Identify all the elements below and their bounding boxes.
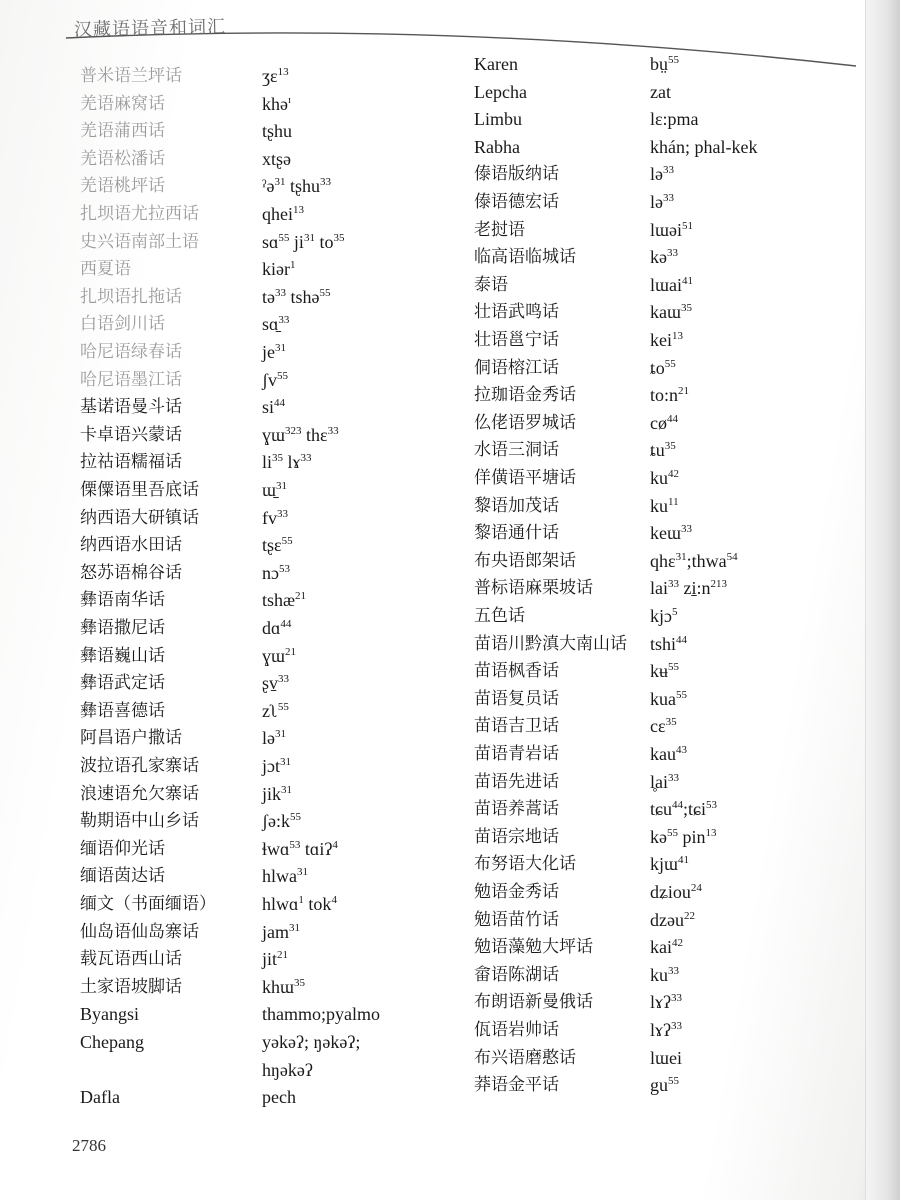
language-name: 仫佬语罗城话 bbox=[474, 412, 576, 433]
word-form: $gu^{55}$ bbox=[650, 1075, 679, 1096]
entry-row bbox=[474, 685, 864, 713]
entry-row bbox=[474, 78, 864, 106]
word-form: kua$^{55}$ bbox=[650, 688, 687, 709]
page-edge-shadow bbox=[865, 0, 900, 1200]
language-name: 仙岛语仙岛寨话 bbox=[80, 921, 199, 942]
word-form: lɯəi$^{51}$ bbox=[650, 219, 693, 240]
language-name: 拉珈语金秀话 bbox=[474, 385, 576, 406]
word-form: ɣɯ$^{21}$ bbox=[262, 645, 297, 666]
entry-row bbox=[80, 890, 440, 918]
entry-row bbox=[474, 492, 864, 520]
entry-row bbox=[80, 973, 440, 1001]
word-form: $l̥ai^{33}$ bbox=[650, 771, 679, 792]
word-form: $ku^{11}$ bbox=[650, 495, 679, 516]
word-form: $cø^{44}$ bbox=[650, 412, 678, 433]
running-header: 汉藏语语音和词汇 bbox=[73, 16, 227, 41]
entry-row bbox=[80, 559, 440, 587]
language-name: 苗语先进话 bbox=[474, 771, 559, 792]
word-form: kə$^{55}$ pin$^{13}$ bbox=[650, 826, 717, 847]
word-form: ʂv̱$^{33}$ bbox=[262, 673, 290, 694]
entry-row bbox=[474, 850, 864, 878]
language-name: 缅语茵达话 bbox=[80, 866, 165, 887]
language-name: 苗语青岩话 bbox=[474, 744, 559, 764]
entry-row bbox=[80, 669, 440, 697]
language-name: 黎语加茂话 bbox=[474, 495, 559, 516]
entry-row bbox=[474, 188, 864, 216]
entry-row bbox=[474, 657, 864, 685]
word-form: kaɯ$^{35}$ bbox=[650, 302, 692, 323]
word-form: tshæ$^{21}$ bbox=[262, 590, 307, 611]
entry-row bbox=[474, 795, 864, 823]
language-name: 侗语榕江话 bbox=[474, 357, 559, 378]
word-form: ɯ̱$^{31}$ bbox=[262, 480, 288, 500]
language-name: 纳西语水田话 bbox=[80, 535, 182, 556]
entry-row bbox=[80, 1000, 440, 1028]
entry-row bbox=[80, 945, 440, 973]
word-form: thammo;pyalmo bbox=[262, 1004, 380, 1025]
entry-row bbox=[474, 988, 864, 1016]
entry-row bbox=[80, 504, 440, 532]
entry-row bbox=[80, 476, 440, 504]
entry-row bbox=[474, 906, 864, 934]
word-form: kjɯ$^{41}$ bbox=[650, 854, 690, 875]
entry-row bbox=[80, 228, 440, 256]
language-name: 傣语版纳话 bbox=[474, 164, 559, 185]
word-form: khə$^ɪ$ bbox=[262, 93, 292, 114]
word-form: jik$^{31}$ bbox=[262, 783, 293, 804]
word-form: $ʃə:k^{55}$ bbox=[262, 811, 301, 832]
language-name: Lepcha bbox=[474, 81, 527, 102]
word-form: sɑ$^{55}$ $ji^{31}$ $to^{35}$ bbox=[262, 231, 345, 252]
entry-row bbox=[80, 283, 440, 311]
entry-row bbox=[474, 519, 864, 547]
language-name: 临高语临城话 bbox=[474, 247, 576, 268]
entry-row bbox=[474, 298, 864, 326]
word-form: $ku^{42}$ bbox=[650, 468, 679, 488]
entry-row bbox=[474, 1071, 864, 1099]
language-name: 普米语兰坪话 bbox=[80, 66, 182, 86]
language-name: Dafla bbox=[80, 1087, 120, 1108]
word-form: dʑiou$^{24}$ bbox=[650, 882, 702, 902]
entry-row bbox=[474, 326, 864, 354]
entry-row bbox=[474, 712, 864, 740]
word-form: dzəu$^{22}$ bbox=[650, 909, 695, 930]
language-name: 傣语德宏话 bbox=[474, 192, 559, 212]
language-name: Rabha bbox=[474, 136, 520, 157]
word-form: lə$^{33}$ bbox=[650, 164, 674, 185]
entry-row bbox=[80, 642, 440, 670]
entry-row bbox=[80, 90, 440, 118]
language-name: 苗语枫香话 bbox=[474, 661, 559, 682]
entry-row bbox=[474, 381, 864, 409]
entry-row bbox=[80, 614, 440, 642]
word-form: kei$^{13}$ bbox=[650, 330, 683, 350]
entry-row bbox=[80, 62, 440, 90]
language-name: 羌语松潘话 bbox=[80, 148, 165, 169]
language-name: 布央语郎架话 bbox=[474, 550, 576, 571]
language-name: 黎语通什话 bbox=[474, 523, 559, 544]
language-name: 佤语岩帅话 bbox=[474, 1020, 559, 1040]
word-form: hlwɑ$^1$ tok$^4$ bbox=[262, 894, 337, 914]
entry-row bbox=[474, 602, 864, 630]
language-name: 彝语武定话 bbox=[80, 673, 165, 694]
word-form: lɯai$^{41}$ bbox=[650, 274, 693, 295]
entry-row bbox=[80, 724, 440, 752]
left-column bbox=[80, 62, 440, 1112]
entry-row bbox=[474, 464, 864, 492]
language-name: 白语剑川话 bbox=[80, 314, 165, 335]
entry-row bbox=[80, 862, 440, 890]
entry-row bbox=[474, 436, 864, 464]
word-form: kau$^{43}$ bbox=[650, 744, 687, 764]
entry-row bbox=[474, 823, 864, 851]
word-form: $li^{35}$ lɤ$^{33}$ bbox=[262, 452, 312, 473]
language-name: 彝语南华话 bbox=[80, 590, 165, 611]
language-name: 傈僳语里吾底话 bbox=[80, 480, 199, 500]
language-name: 阿昌语户撒话 bbox=[80, 728, 182, 749]
language-name: 佯僙语平塘话 bbox=[474, 468, 576, 488]
language-name: 波拉语孔家寨话 bbox=[80, 756, 199, 776]
language-name: 壮语武鸣话 bbox=[474, 302, 559, 323]
language-name: 勉语苗竹话 bbox=[474, 909, 559, 930]
word-form: $to:n^{21}$ bbox=[650, 385, 690, 406]
language-name: 布朗语新曼俄话 bbox=[474, 992, 593, 1013]
language-name: 勒期语中山乡话 bbox=[80, 811, 199, 832]
word-form: tshi$^{44}$ bbox=[650, 633, 688, 654]
language-name: 苗语吉卫话 bbox=[474, 716, 559, 737]
language-name: 壮语邕宁话 bbox=[474, 330, 559, 350]
entry-row bbox=[474, 354, 864, 382]
word-form: $ȶu^{35}$ bbox=[650, 440, 676, 461]
language-name: 苗语宗地话 bbox=[474, 826, 559, 847]
language-name: 史兴语南部土语 bbox=[80, 231, 199, 252]
word-form: qhei$^{13}$ bbox=[262, 204, 304, 224]
language-name: 彝语撒尼话 bbox=[80, 618, 165, 638]
entry-row bbox=[474, 271, 864, 299]
language-name: 羌语麻窝话 bbox=[80, 93, 165, 114]
language-name: 苗语复员话 bbox=[474, 688, 559, 709]
word-form: $ku^{33}$ bbox=[650, 964, 679, 985]
word-form: $ȶo^{55}$ bbox=[650, 357, 676, 378]
language-name: 纳西语大研镇话 bbox=[80, 507, 199, 528]
entry-row bbox=[474, 243, 864, 271]
language-name: 勉语金秀话 bbox=[474, 882, 559, 902]
language-name: Byangsi bbox=[80, 1004, 140, 1025]
entry-row bbox=[474, 630, 864, 658]
entry-row bbox=[80, 117, 440, 145]
language-name: 老挝语 bbox=[474, 219, 525, 240]
entry-row bbox=[80, 780, 440, 808]
word-form: jam$^{31}$ bbox=[262, 921, 300, 942]
entry-row bbox=[474, 160, 864, 188]
entry-row bbox=[80, 421, 440, 449]
word-form: qhɛ$^{31}$;thwa$^{54}$ bbox=[650, 550, 738, 571]
language-name: Limbu bbox=[474, 109, 522, 130]
entry-row bbox=[474, 961, 864, 989]
language-name: 哈尼语墨江话 bbox=[80, 369, 182, 390]
entry-row bbox=[474, 878, 864, 906]
language-name: 哈尼语绿春话 bbox=[80, 342, 182, 362]
word-form: lɤʔ$^{33}$ bbox=[650, 992, 682, 1013]
word-form: ʃv$^{55}$ bbox=[262, 369, 288, 390]
word-form: hlwa$^{31}$ bbox=[262, 866, 308, 887]
language-name: 苗语养蒿话 bbox=[474, 799, 559, 820]
word-form: tʂhu bbox=[262, 121, 293, 142]
word-form: xtʂə bbox=[262, 148, 291, 169]
entry-row bbox=[80, 1056, 440, 1084]
language-name: 布兴语磨憨话 bbox=[474, 1047, 576, 1068]
language-name: 羌语桃坪话 bbox=[80, 176, 165, 197]
language-name: 缅文（书面缅语） bbox=[80, 894, 216, 914]
word-form: cɛ$^{35}$ bbox=[650, 716, 677, 737]
entry-row bbox=[80, 366, 440, 394]
word-form: lɛ:pma bbox=[650, 109, 699, 130]
language-name: 缅语仰光话 bbox=[80, 838, 165, 859]
word-form: kjɔ$^5$ bbox=[650, 606, 678, 626]
language-name: 彝语喜德话 bbox=[80, 700, 165, 721]
language-name: 彝语巍山话 bbox=[80, 645, 165, 666]
entry-row bbox=[80, 752, 440, 780]
word-form: zat bbox=[650, 81, 671, 102]
entry-row bbox=[80, 835, 440, 863]
word-form: sɑ̱$^{33}$ bbox=[262, 314, 290, 335]
language-name: 卡卓语兴蒙话 bbox=[80, 424, 182, 445]
entry-row bbox=[80, 697, 440, 725]
word-form: $je^{31}$ bbox=[262, 342, 286, 362]
word-form: tə$^{33}$ tshə$^{55}$ bbox=[262, 286, 331, 307]
entry-row bbox=[80, 338, 440, 366]
word-form: pech bbox=[262, 1087, 296, 1108]
word-form: tʂɛ$^{55}$ bbox=[262, 535, 293, 556]
word-form: lə$^{31}$ bbox=[262, 728, 286, 749]
word-form: keɯ$^{33}$ bbox=[650, 523, 692, 544]
entry-row bbox=[474, 50, 864, 78]
entry-row bbox=[474, 216, 864, 244]
language-name: Chepang bbox=[80, 1032, 144, 1052]
word-form: khán; phal-kek bbox=[650, 136, 758, 157]
word-form: jɔt$^{31}$ bbox=[262, 756, 291, 776]
entry-row bbox=[80, 918, 440, 946]
language-name: 羌语蒲西话 bbox=[80, 121, 165, 142]
language-name: 苗语川黔滇大南山话 bbox=[474, 633, 627, 654]
language-name: 泰语 bbox=[474, 274, 508, 295]
entry-row bbox=[474, 1044, 864, 1072]
word-form: kʉ$^{55}$ bbox=[650, 661, 679, 682]
language-name: 土家语坡脚话 bbox=[80, 976, 182, 997]
word-form: zʅ$^{55}$ bbox=[262, 700, 289, 721]
entry-row bbox=[80, 172, 440, 200]
language-name: 畲语陈湖话 bbox=[474, 964, 559, 985]
entry-row bbox=[80, 448, 440, 476]
entry-row bbox=[474, 768, 864, 796]
entry-row bbox=[80, 807, 440, 835]
word-form: tɕu$^{44}$;tɕi$^{53}$ bbox=[650, 799, 717, 820]
language-name: 勉语藻勉大坪话 bbox=[474, 937, 593, 958]
word-form: ʒɛ$^{13}$ bbox=[262, 66, 289, 86]
language-name: 基诺语曼斗话 bbox=[80, 397, 182, 418]
word-form: ɬwɑ$^{53}$ tɑiʔ$^4$ bbox=[262, 838, 338, 859]
entry-row bbox=[80, 310, 440, 338]
language-name: 载瓦语西山话 bbox=[80, 949, 182, 970]
word-form: yəkəʔ; ŋəkəʔ; bbox=[262, 1032, 361, 1052]
page-number: 2786 bbox=[72, 1136, 106, 1155]
entry-row bbox=[474, 1016, 864, 1044]
language-name: 莽语金平话 bbox=[474, 1075, 559, 1096]
word-form: ˀə$^{31}$ tʂhu$^{33}$ bbox=[262, 176, 331, 197]
word-form: lɤʔ$^{33}$ bbox=[650, 1020, 682, 1040]
language-name: 布努语大化话 bbox=[474, 854, 576, 875]
word-form: kai$^{42}$ bbox=[650, 937, 683, 958]
language-name: 普标语麻栗坡话 bbox=[474, 578, 593, 599]
entry-row bbox=[80, 1028, 440, 1056]
entry-row bbox=[474, 105, 864, 133]
entry-row bbox=[80, 145, 440, 173]
word-form: lɯei bbox=[650, 1047, 682, 1068]
language-name: 水语三洞话 bbox=[474, 440, 559, 461]
word-form: jit$^{21}$ bbox=[262, 949, 289, 970]
word-form: hŋəkəʔ bbox=[262, 1059, 313, 1080]
word-form: nɔ$^{53}$ bbox=[262, 562, 290, 583]
language-name: 怒苏语棉谷话 bbox=[80, 562, 182, 583]
entry-row bbox=[80, 393, 440, 421]
entry-row bbox=[474, 740, 864, 768]
language-name: 拉祜语糯福话 bbox=[80, 452, 182, 473]
word-form: khɯ$^{35}$ bbox=[262, 976, 306, 997]
word-form: $fv^{33}$ bbox=[262, 507, 288, 528]
word-form: lə$^{33}$ bbox=[650, 192, 674, 212]
language-name: 扎坝语扎拖话 bbox=[80, 286, 182, 307]
language-name: 浪速语允欠寨话 bbox=[80, 783, 199, 804]
entry-row bbox=[474, 133, 864, 161]
entry-row bbox=[474, 409, 864, 437]
word-form: lai$^{33}$ $zi̠:n^{213}$ bbox=[650, 578, 727, 599]
entry-row bbox=[80, 1083, 440, 1111]
word-form: kə$^{33}$ bbox=[650, 247, 678, 268]
entry-row bbox=[80, 200, 440, 228]
entry-row bbox=[474, 547, 864, 575]
language-name: 扎坝语尤拉西话 bbox=[80, 204, 199, 224]
word-form: dɑ$^{44}$ bbox=[262, 618, 292, 638]
word-form: ɣɯ$^{323}$ thɛ$^{33}$ bbox=[262, 424, 339, 445]
entry-row bbox=[80, 531, 440, 559]
language-name: 西夏语 bbox=[80, 259, 131, 280]
word-form: bṳ$^{55}$ bbox=[650, 54, 679, 74]
entry-row bbox=[80, 586, 440, 614]
language-name: Karen bbox=[474, 54, 518, 74]
language-name: 五色话 bbox=[474, 606, 525, 626]
entry-row bbox=[80, 255, 440, 283]
entry-row bbox=[474, 574, 864, 602]
entry-row bbox=[474, 933, 864, 961]
right-column bbox=[474, 50, 864, 1100]
word-form: $si^{44}$ bbox=[262, 397, 286, 418]
word-form: kiər$^1$ bbox=[262, 259, 296, 280]
